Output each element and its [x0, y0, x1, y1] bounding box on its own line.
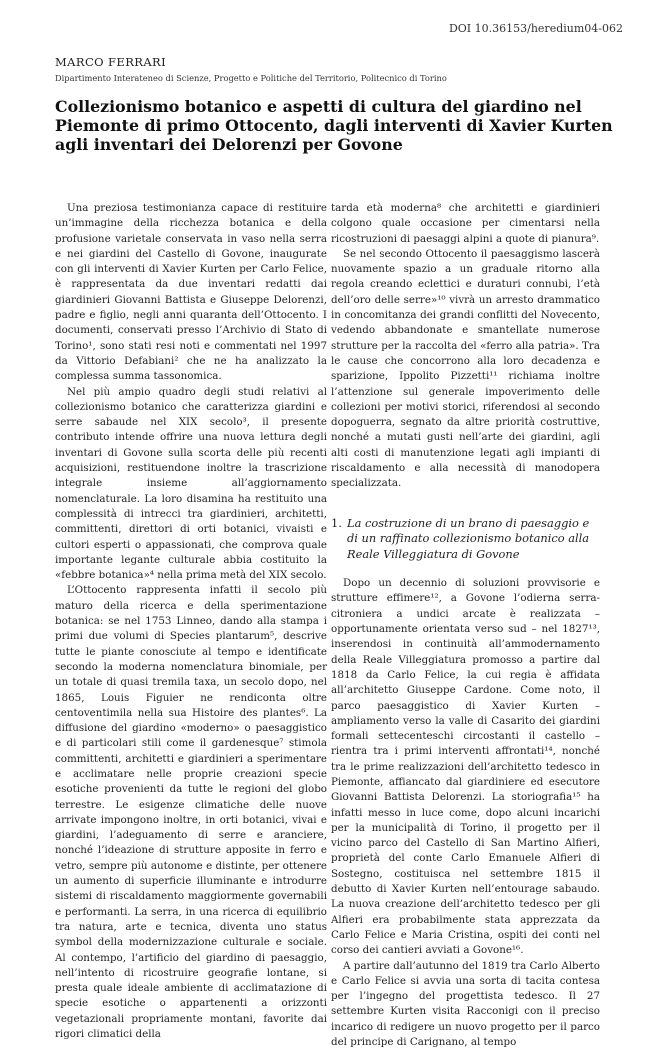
paragraph: L’Ottocento rappresenta infatti il secolo più maturo della ricerca e della sperimentazione botanica: se nel 1753 Linneo, dando alla stampa i primi due volumi di Species plantarum⁵, descrive tutte le piante conosciute al tempo e identificate secondo la moderna nomenclatura binomiale, per un totale di quasi tremila taxa, un secolo dopo, nel 1865, Louis Figuier ne rendiconta oltre centoventimila nella sua Histoire des plantes⁶. La diffusione del giardino «moderno» o paesaggistico e di particolari stili come il gardenesque⁷ stimola committenti, architetti e giardinieri a sperimentare e acclimatare nelle proprie creazioni specie esotiche provenienti da tutte le regioni del globo terrestre. Le esigenze climatiche delle nuove arrivate impongono inoltre, in orti botanici, vivai e giardini, l’adeguamento di serre e aranciere, nonché l’ideazione di strutture apposite in ferro e vetro, sempre più autonome e distinte, per ottenere un aumento di superficie illuminante e introdurre sistemi di riscaldamento maggiormente governabili e performanti. La serra, in una ricerca di equilibrio tra natura, arte e tecnica, diventa uno status symbol della modernizzazione culturale e sociale. Al contempo, l’artificio del giardino di paesaggio, nell’intento di ricostruire geografie lontane, si presta quale ideale ambiente di acclimatazione di specie esotiche o appartenenti a orizzonti vegetazionali propriamente montani, favorite dai rigori climatici della: [55, 584, 327, 1041]
paragraph: Se nel secondo Ottocento il paesaggismo lascerà nuovamente spazio a un graduale ritorno alla regola creando eclettici e duraturi connubi, l’età dell’oro delle serre»¹⁰ vivrà un arresto drammatico in concomitanza dei grandi conflitti del Novecento, vedendo abbandonate e smantellate numerose strutture per la raccolta del «ferro alla patria». Tra le cause che concorrono alla loro decadenza e sparizione, Ippolito Pizzetti¹¹ richiama inoltre l’attenzione sul generale impoverimento delle collezioni per motivi storici, riferendosi al secondo dopoguerra, segnato da altre priorità costruttive, nonché a mutati gusti nell’arte dei giardini, agli alti costi di manutenzione legati agli impianti di riscaldamento e alla necessità di manodopera specializzata.: [331, 247, 600, 490]
right-column: [331, 201, 600, 1050]
paragraph: tarda età moderna⁸ che architetti e giardinieri colgono quale occasione per cimentarsi nella ricostruzioni di paesaggi alpini a quote di pianura⁹.: [331, 202, 600, 245]
doi-label: DOI 10.36153/heredium04-062: [448, 22, 623, 35]
section-number: 1.: [331, 515, 342, 530]
author-affiliation: Dipartimento Interateneo di Scienze, Progetto e Politiche del Territorio, Politecnico di Torino: [55, 73, 447, 83]
paragraph: Nel più ampio quadro degli studi relativi al collezionismo botanico che caratterizza giardini e serre sabaude nel XIX secolo³, il presente contributo intende offrire una nuova lettura degli inventari di Govone sulla scorta delle più recenti acquisizioni, restituendone inoltre la trascrizione integrale insieme all’aggiornamento nomenclaturale. La loro disamina ha restituito una complessità di intrecci tra giardinieri, architetti, committenti, direttori di orti botanici, vivaisti e cultori esperti o appassionati, che comprova quale importante legante culturale abbia costituito la «febbre botanica»⁴ nella prima metà del XIX secolo.: [55, 385, 327, 582]
spacer: [331, 492, 600, 516]
section-heading: [331, 516, 600, 563]
author-name: MARCO FERRARI: [55, 55, 167, 69]
paragraph: A partire dall’autunno del 1819 tra Carlo Alberto e Carlo Felice si avvia una sorta di tacita contesa per l’ingegno del progettista tedesco. Il 27 settembre Kurten visita Racconigi con il preciso incarico di redigere un nuovo progetto per il parco del principe di Carignano, al tempo: [331, 959, 600, 1049]
left-column: [55, 201, 327, 1042]
paragraph: Dopo un decennio di soluzioni provvisorie e strutture effimere¹², a Govone l’odierna serra-citroniera a undici arcate è realizzata – opportunamente orientata verso sud – nel 1827¹³, inserendosi in continuità all’ammodernamento della Reale Villeggiatura promosso a partire dal 1818 da Carlo Felice, la cui regia è affidata all’architetto Giuseppe Cardone. Come noto, il parco paesaggistico di Xavier Kurten – ampliamento verso la valle di Casarito dei giardini formali settecenteschi circostanti il castello – rientra tra i primi interventi affrontati¹⁴, nonché tra le prime realizzazioni dell’architetto tedesco in Piemonte, affiancato dal giardiniere ed esecutore Giovanni Battista Delorenzi. La storiografia¹⁵ ha infatti messo in luce come, dopo alcuni incarichi per la municipalità di Torino, il progetto per il vicino parco del Castello di San Martino Alfieri, proprietà del conte Carlo Emanuele Alfieri di Sostegno, costituisca nel settembre 1815 il debutto di Xavier Kurten nell’entourage sabaudo. La nuova creazione dell’architetto tedesco per gli Alfieri era probabilmente stata apprezzata da Carlo Felice e Maria Cristina, ospiti dei conti nel corso dei cantieri avviati a Govone¹⁶.: [331, 577, 600, 957]
paragraph: Una preziosa testimonianza capace di restituire un’immagine della ricchezza botanica e della profusione varietale conservata in vaso nella serra e nei giardini del Castello di Govone, inaugurate con gli interventi di Xavier Kurten per Carlo Felice, è rappresentata da due inventari redatti dai giardinieri Giovanni Battista e Giuseppe Delorenzi, padre e figlio, negli anni quaranta dell’Ottocento. I documenti, conservati presso l’Archivio di Stato di Torino¹, sono stati resi noti e commentati nel 1997 da Vittorio Defabiani² che ne ha analizzato la complessa summa tassonomica.: [55, 202, 327, 383]
section-title: La costruzione di un brano di paesaggio e di un raffinato collezionismo botanico alla Reale Villeggiatura di Govone: [347, 515, 590, 561]
spacer: [331, 562, 600, 576]
article-title: Collezionismo botanico e aspetti di cultura del giardino nel Piemonte di primo Ottocento, dagli interventi di Xavier Kurten agli inventari dei Delorenzi per Govone: [55, 97, 613, 154]
